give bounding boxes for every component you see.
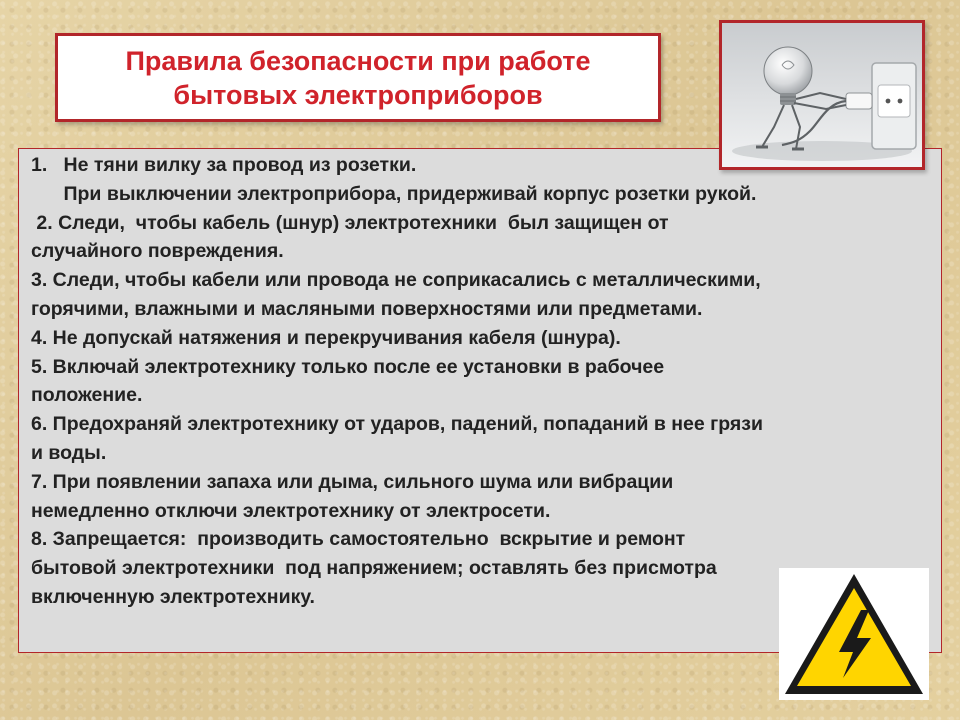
- rule-4: 4. Не допускай натяжения и перекручивания кабеля (шнура).: [31, 326, 621, 349]
- slide-title: [55, 33, 661, 122]
- rule-6-line-2: и воды.: [31, 441, 107, 464]
- title-line-2: бытовых электроприборов: [173, 79, 543, 110]
- rule-8-line-1: 8. Запрещается: производить самостоятельно вскрытие и ремонт: [31, 528, 686, 551]
- rule-3-line-1: 3. Следи, чтобы кабели или провода не соприкасались с металлическими,: [31, 269, 761, 292]
- lightbulb-unplugging-icon: [719, 20, 925, 170]
- rule-5-line-1: 5. Включай электротехнику только после ее установки в рабочее: [31, 355, 665, 378]
- rule-2-line-2: случайного повреждения.: [31, 240, 284, 263]
- rule-8-line-2: бытовой электротехники под напряжением; оставлять без присмотра: [31, 557, 717, 580]
- rule-1-line-2: При выключении электроприбора, придерживай корпус розетки рукой.: [31, 182, 757, 205]
- rule-1-line-1: 1. Не тяни вилку за провод из розетки.: [31, 154, 417, 176]
- rule-3-line-2: горячими, влажными и масляными поверхностями или предметами.: [31, 297, 703, 320]
- high-voltage-warning-icon: [779, 568, 929, 700]
- title-line-1: Правила безопасности при работе: [125, 45, 591, 76]
- rule-8-line-3: включенную электротехнику.: [31, 585, 315, 608]
- rule-2-line-1: 2. Следи, чтобы кабель (шнур) электротехники был защищен от: [31, 211, 669, 234]
- rule-7-line-2: немедленно отключи электротехнику от электросети.: [31, 499, 551, 522]
- rule-7-line-1: 7. При появлении запаха или дыма, сильного шума или вибрации: [31, 470, 674, 493]
- rule-5-line-2: положение.: [31, 384, 143, 407]
- rule-6-line-1: 6. Предохраняй электротехнику от ударов, падений, попаданий в нее грязи: [31, 413, 763, 436]
